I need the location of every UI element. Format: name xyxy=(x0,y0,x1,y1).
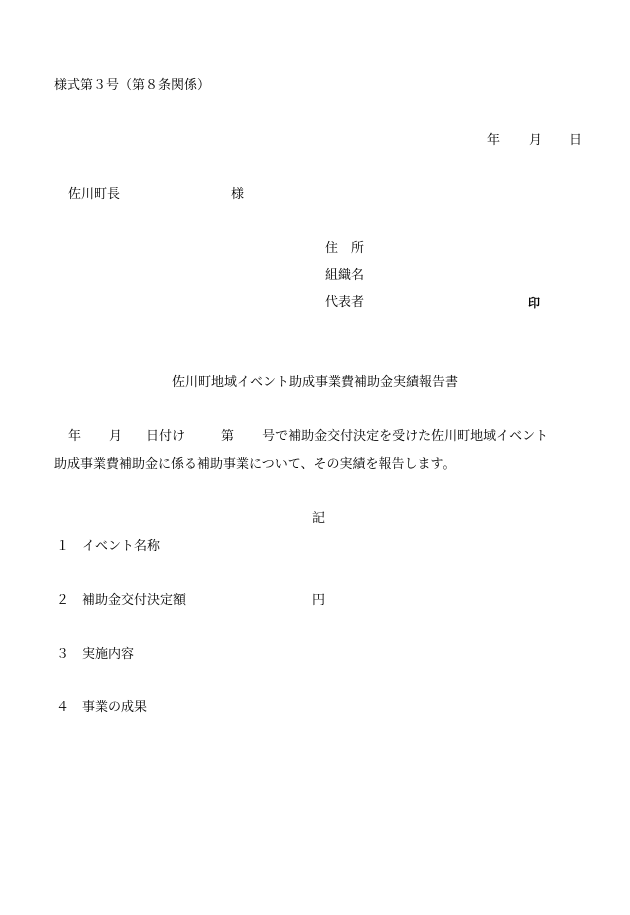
item-label: イベント名称 xyxy=(82,539,161,554)
item-number: １ xyxy=(56,539,70,554)
addressee-honorific: 様 xyxy=(231,187,245,202)
body-year: 年 xyxy=(68,429,82,444)
item-number: ３ xyxy=(56,647,70,662)
item-number: ２ xyxy=(56,593,70,608)
body-text-line2: 助成事業費補助金に係る補助事業について、その実績を報告します。 xyxy=(54,457,456,472)
representative-label: 代表者 xyxy=(325,295,365,310)
seal-mark: 印 xyxy=(528,296,541,310)
date-day-label: 日 xyxy=(569,133,583,148)
item-number: ４ xyxy=(56,700,70,715)
organization-label: 組織名 xyxy=(325,268,365,283)
ki-heading: 記 xyxy=(312,511,326,526)
addressee-name: 佐川町長 xyxy=(68,187,121,202)
address-label: 住 所 xyxy=(325,241,365,256)
body-line1-rest: 号で補助金交付決定を受けた佐川町地域イベント xyxy=(262,429,549,444)
body-dai: 第 xyxy=(221,429,235,444)
date-month-label: 月 xyxy=(529,133,543,148)
document-title: 佐川町地域イベント助成事業費補助金実績報告書 xyxy=(171,375,458,390)
item-label: 補助金交付決定額 xyxy=(82,593,187,608)
body-text-line1 xyxy=(68,429,548,445)
form-number: 様式第３号（第８条関係） xyxy=(54,78,211,93)
date-year-label: 年 xyxy=(487,133,501,148)
body-dated: 日付け xyxy=(146,429,186,444)
item-label: 実施内容 xyxy=(82,647,135,662)
item-label: 事業の成果 xyxy=(82,700,148,715)
body-month: 月 xyxy=(109,429,123,444)
amount-unit: 円 xyxy=(312,593,326,608)
